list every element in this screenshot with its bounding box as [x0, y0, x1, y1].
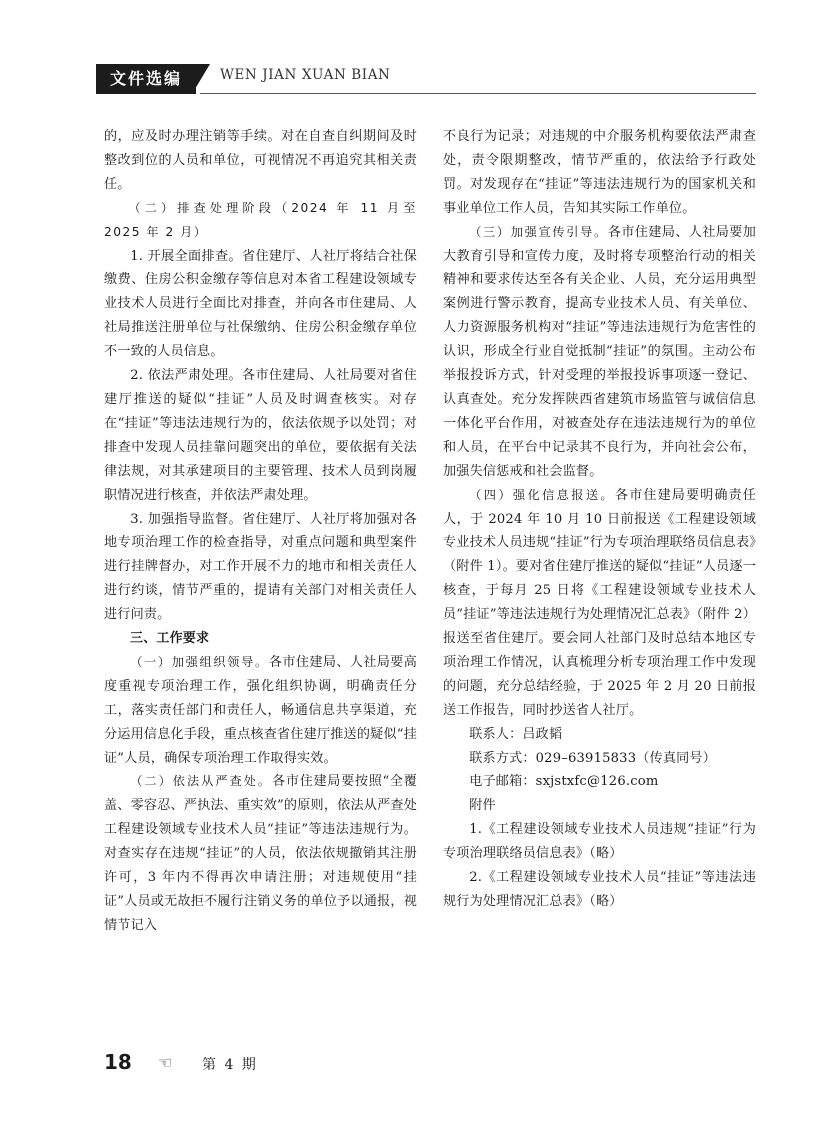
right-column: [443, 125, 756, 914]
left-column: [104, 125, 417, 938]
attachment-item: 1.《工程建设领域专业技术人员违规“挂证”行为专项治理联络员信息表》（略）: [443, 822, 756, 862]
paragraph: 1. 开展全面排查。省住建厅、人社厅将结合社保缴费、住房公积金缴存等信息对本省工程建设领域专业技术人员进行全面比对排查，并向各市住建局、人社局推送注册单位与社保缴纳、住房公积金缴存单位不一致的人员信息。: [104, 248, 417, 360]
attachment-item: 2.《工程建设领域专业技术人员“挂证”等违法违规行为处理情况汇总表》（略）: [443, 870, 756, 909]
paragraph: 不良行为记录；对违规的中介服务机构要依法严肃查处，责令限期整改，情节严重的，依法给予行政处罚。对发现存在“挂证”等违法违规行为的国家机关和事业单位工作人员，告知其实际工作单位。: [443, 129, 756, 216]
paragraph: [443, 484, 756, 723]
paragraph: 2. 依法严肃处理。各市住建局、人社局要对省住建厅推送的疑似“挂证”人员及时调查核实。对存在“挂证”等违法违规行为的，依法依规予以处罚；对排查中发现人员挂靠问题突出的单位，要依据有关法律法规，对其承建项目的主要管理、技术人员到岗履职情况进行核查，并依法严肃处理。: [104, 368, 417, 503]
contact-phone: 联系方式：029–63915833（传真同号）: [469, 750, 717, 766]
paragraph-body: 各市住建局要按照“全覆盖、零容忍、严执法、重实效”的原则，依法从严查处工程建设领域专业技术人员“挂证”等违法违规行为。对查实存在违规“挂证”的人员，依法依规撤销其注册许可，3 年内不得再次申请注册；对违规使用“挂证”人员或无故拒不履行注销义务的单位予以通报，视情节记入: [104, 774, 417, 933]
paragraph: [104, 651, 417, 771]
paragraph: 3. 加强指导监督。省住建厅、人社厅将加强对各地专项治理工作的检查指导，对重点问题和典型案件进行挂牌督办，对工作开展不力的地市和相关责任人进行约谈，情节严重的，提请有关部门对相关责任人进行问责。: [104, 511, 417, 623]
paragraph-lead: （四）强化信息报送。: [469, 487, 616, 502]
paragraph: 的，应及时办理注销等手续。对在自查自纠期间及时整改到位的人员和单位，可视情况不再追究其相关责任。: [104, 129, 417, 192]
paragraph-lead: （三）加强宣传引导。: [469, 224, 608, 239]
page-number: 18: [104, 1050, 132, 1074]
contact-email: 电子邮箱：sxjstxfc@126.com: [469, 774, 659, 790]
header-divider: [200, 93, 756, 94]
paragraph-lead: （一）加强组织领导。: [130, 654, 269, 669]
paragraph: [443, 221, 756, 484]
paragraph-body: 各市住建局要明确责任人，于 2024 年 10 月 10 日前报送《工程建设领域专业技术人员违规“挂证”行为专项治理联络员信息表》（附件 1）。要对省住建厅推送的疑似“挂证”人员逐一核查，于每月 25 日将《工程建设领域专业技术人员“挂证”等违法违规行为处理情况汇总表》（附件 2）报送至省住建厅。要会同人社部门及时总结本地区专项治理工作情况，认真梳理分析专项治理工作中发现的问题，充分总结经验，于 2025 年 2 月 20 日前报送工作报告，同时抄送省人社厅。: [443, 487, 757, 718]
section-heading: 三、工作要求: [130, 631, 210, 647]
contact-person: 联系人：吕政韬: [469, 726, 563, 742]
section-label-english: WEN JIAN XUAN BIAN: [220, 67, 391, 83]
attachments-label: 附件: [469, 798, 496, 814]
pointing-hand-icon: ☜: [158, 1053, 173, 1072]
header-slant-decoration: [192, 64, 210, 94]
issue-label: 第 4 期: [202, 1057, 258, 1073]
paragraph-lead: （二）依法从严查处。: [130, 774, 273, 789]
page-header: [96, 64, 756, 94]
subsection-heading: （二）排查处理阶段（2024 年 11 月至 2025 年 2 月）: [104, 200, 417, 239]
paragraph-body: 各市住建局、人社局要高度重视专项治理工作，强化组织协调，明确责任分工，落实责任部门和责任人，畅通信息共享渠道，充分运用信息化手段，重点核查省住建厅推送的疑似“挂证”人员，确保专项治理工作取得实效。: [104, 654, 418, 766]
section-label: 文件选编: [96, 64, 196, 94]
paragraph-body: 各市住建局、人社局要加大教育引导和宣传力度，及时将专项整治行动的相关精神和要求传达至各有关企业、人员，充分运用典型案例进行警示教育，提高专业技术人员、有关单位、人力资源服务机构对“挂证”等违法违规行为危害性的认识，形成全行业自觉抵制“挂证”的氛围。主动公布举报投诉方式，针对受理的举报投诉事项逐一登记、认真查处。充分发挥陕西省建筑市场监管与诚信信息一体化平台作用，对被查处存在违法违规行为的单位和人员，在平台中记录其不良行为，并向社会公布，加强失信惩戒和社会监督。: [443, 224, 757, 479]
paragraph: [104, 770, 417, 937]
